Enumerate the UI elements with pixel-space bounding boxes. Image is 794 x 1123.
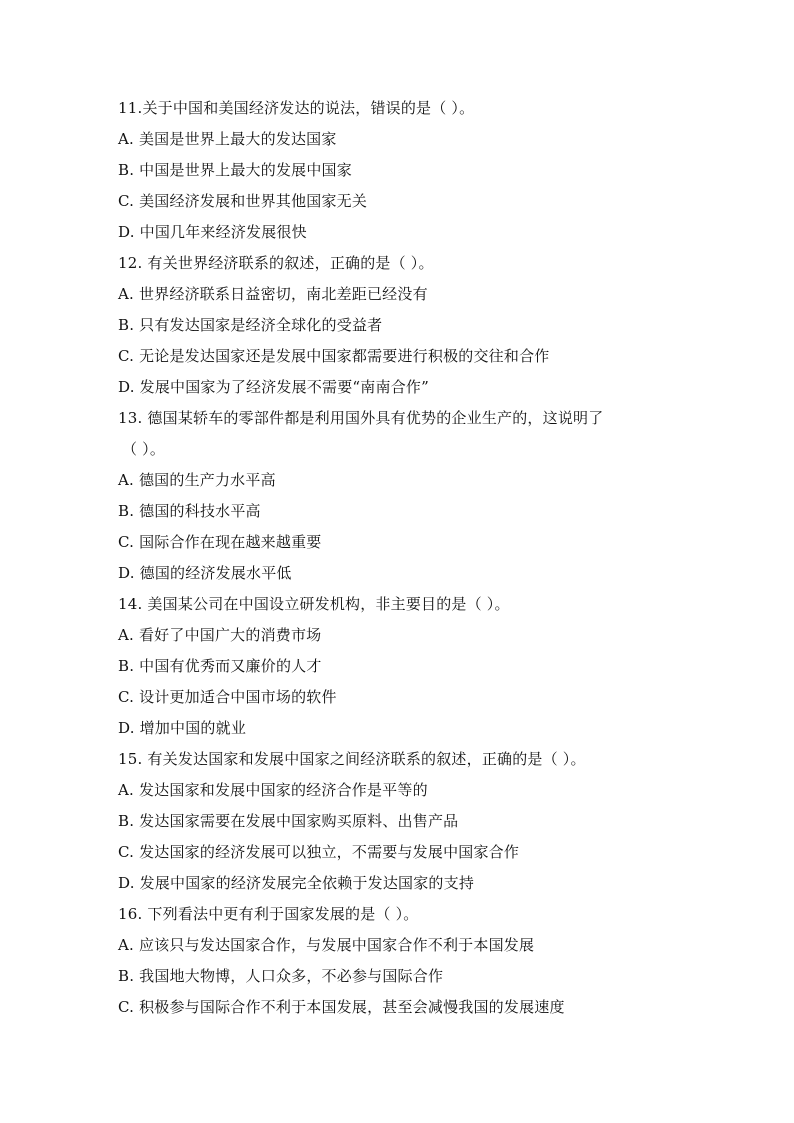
question-13-option-b: B. 德国的科技水平高 <box>118 502 261 520</box>
question-14-stem: 14. 美国某公司在中国设立研发机构，非主要目的是（ ）。 <box>118 595 510 613</box>
question-13-option-d: D. 德国的经济发展水平低 <box>118 564 292 582</box>
question-12-stem: 12. 有关世界经济联系的叙述，正确的是（ ）。 <box>118 254 434 272</box>
question-13-stem: 13. 德国某轿车的零部件都是利用国外具有优势的企业生产的，这说明了 <box>118 409 604 427</box>
question-11-option-c: C. 美国经济发展和世界其他国家无关 <box>118 192 368 210</box>
question-13-option-c: C. 国际合作在现在越来越重要 <box>118 533 322 551</box>
question-16-option-c: C. 积极参与国际合作不利于本国发展，甚至会减慢我国的发展速度 <box>118 998 565 1016</box>
question-16-stem: 16. 下列看法中更有利于国家发展的是（ ）。 <box>118 905 419 923</box>
question-15-option-b: B. 发达国家需要在发展中国家购买原料、出售产品 <box>118 812 459 830</box>
question-15-stem: 15. 有关发达国家和发展中国家之间经济联系的叙述，正确的是（ ）。 <box>118 750 586 768</box>
question-14-option-d: D. 增加中国的就业 <box>118 719 247 737</box>
question-14-option-b: B. 中国有优秀而又廉价的人才 <box>118 657 322 675</box>
question-12-option-c: C. 无论是发达国家还是发展中国家都需要进行积极的交往和合作 <box>118 347 550 365</box>
question-16-option-a: A. 应该只与发达国家合作，与发展中国家合作不利于本国发展 <box>118 936 535 954</box>
question-15-option-a: A. 发达国家和发展中国家的经济合作是平等的 <box>118 781 428 799</box>
question-13-option-a: A. 德国的生产力水平高 <box>118 471 276 489</box>
question-16-option-b: B. 我国地大物博，人口众多，不必参与国际合作 <box>118 967 444 985</box>
question-12-option-b: B. 只有发达国家是经济全球化的受益者 <box>118 316 383 334</box>
question-13-stem-continued: （ ）。 <box>122 440 166 458</box>
question-11-stem: 11.关于中国和美国经济发达的说法，错误的是（ ）。 <box>118 99 475 117</box>
question-11-option-b: B. 中国是世界上最大的发展中国家 <box>118 161 352 179</box>
question-14-option-a: A. 看好了中国广大的消费市场 <box>118 626 322 644</box>
question-12-option-a: A. 世界经济联系日益密切，南北差距已经没有 <box>118 285 428 303</box>
question-15-option-c: C. 发达国家的经济发展可以独立，不需要与发展中国家合作 <box>118 843 520 861</box>
question-12-option-d: D. 发展中国家为了经济发展不需要“南南合作” <box>118 378 429 396</box>
question-list <box>118 93 678 1023</box>
question-14-option-c: C. 设计更加适合中国市场的软件 <box>118 688 337 706</box>
question-11-option-d: D. 中国几年来经济发展很快 <box>118 223 307 241</box>
question-11-option-a: A. 美国是世界上最大的发达国家 <box>118 130 337 148</box>
question-15-option-d: D. 发展中国家的经济发展完全依赖于发达国家的支持 <box>118 874 475 892</box>
